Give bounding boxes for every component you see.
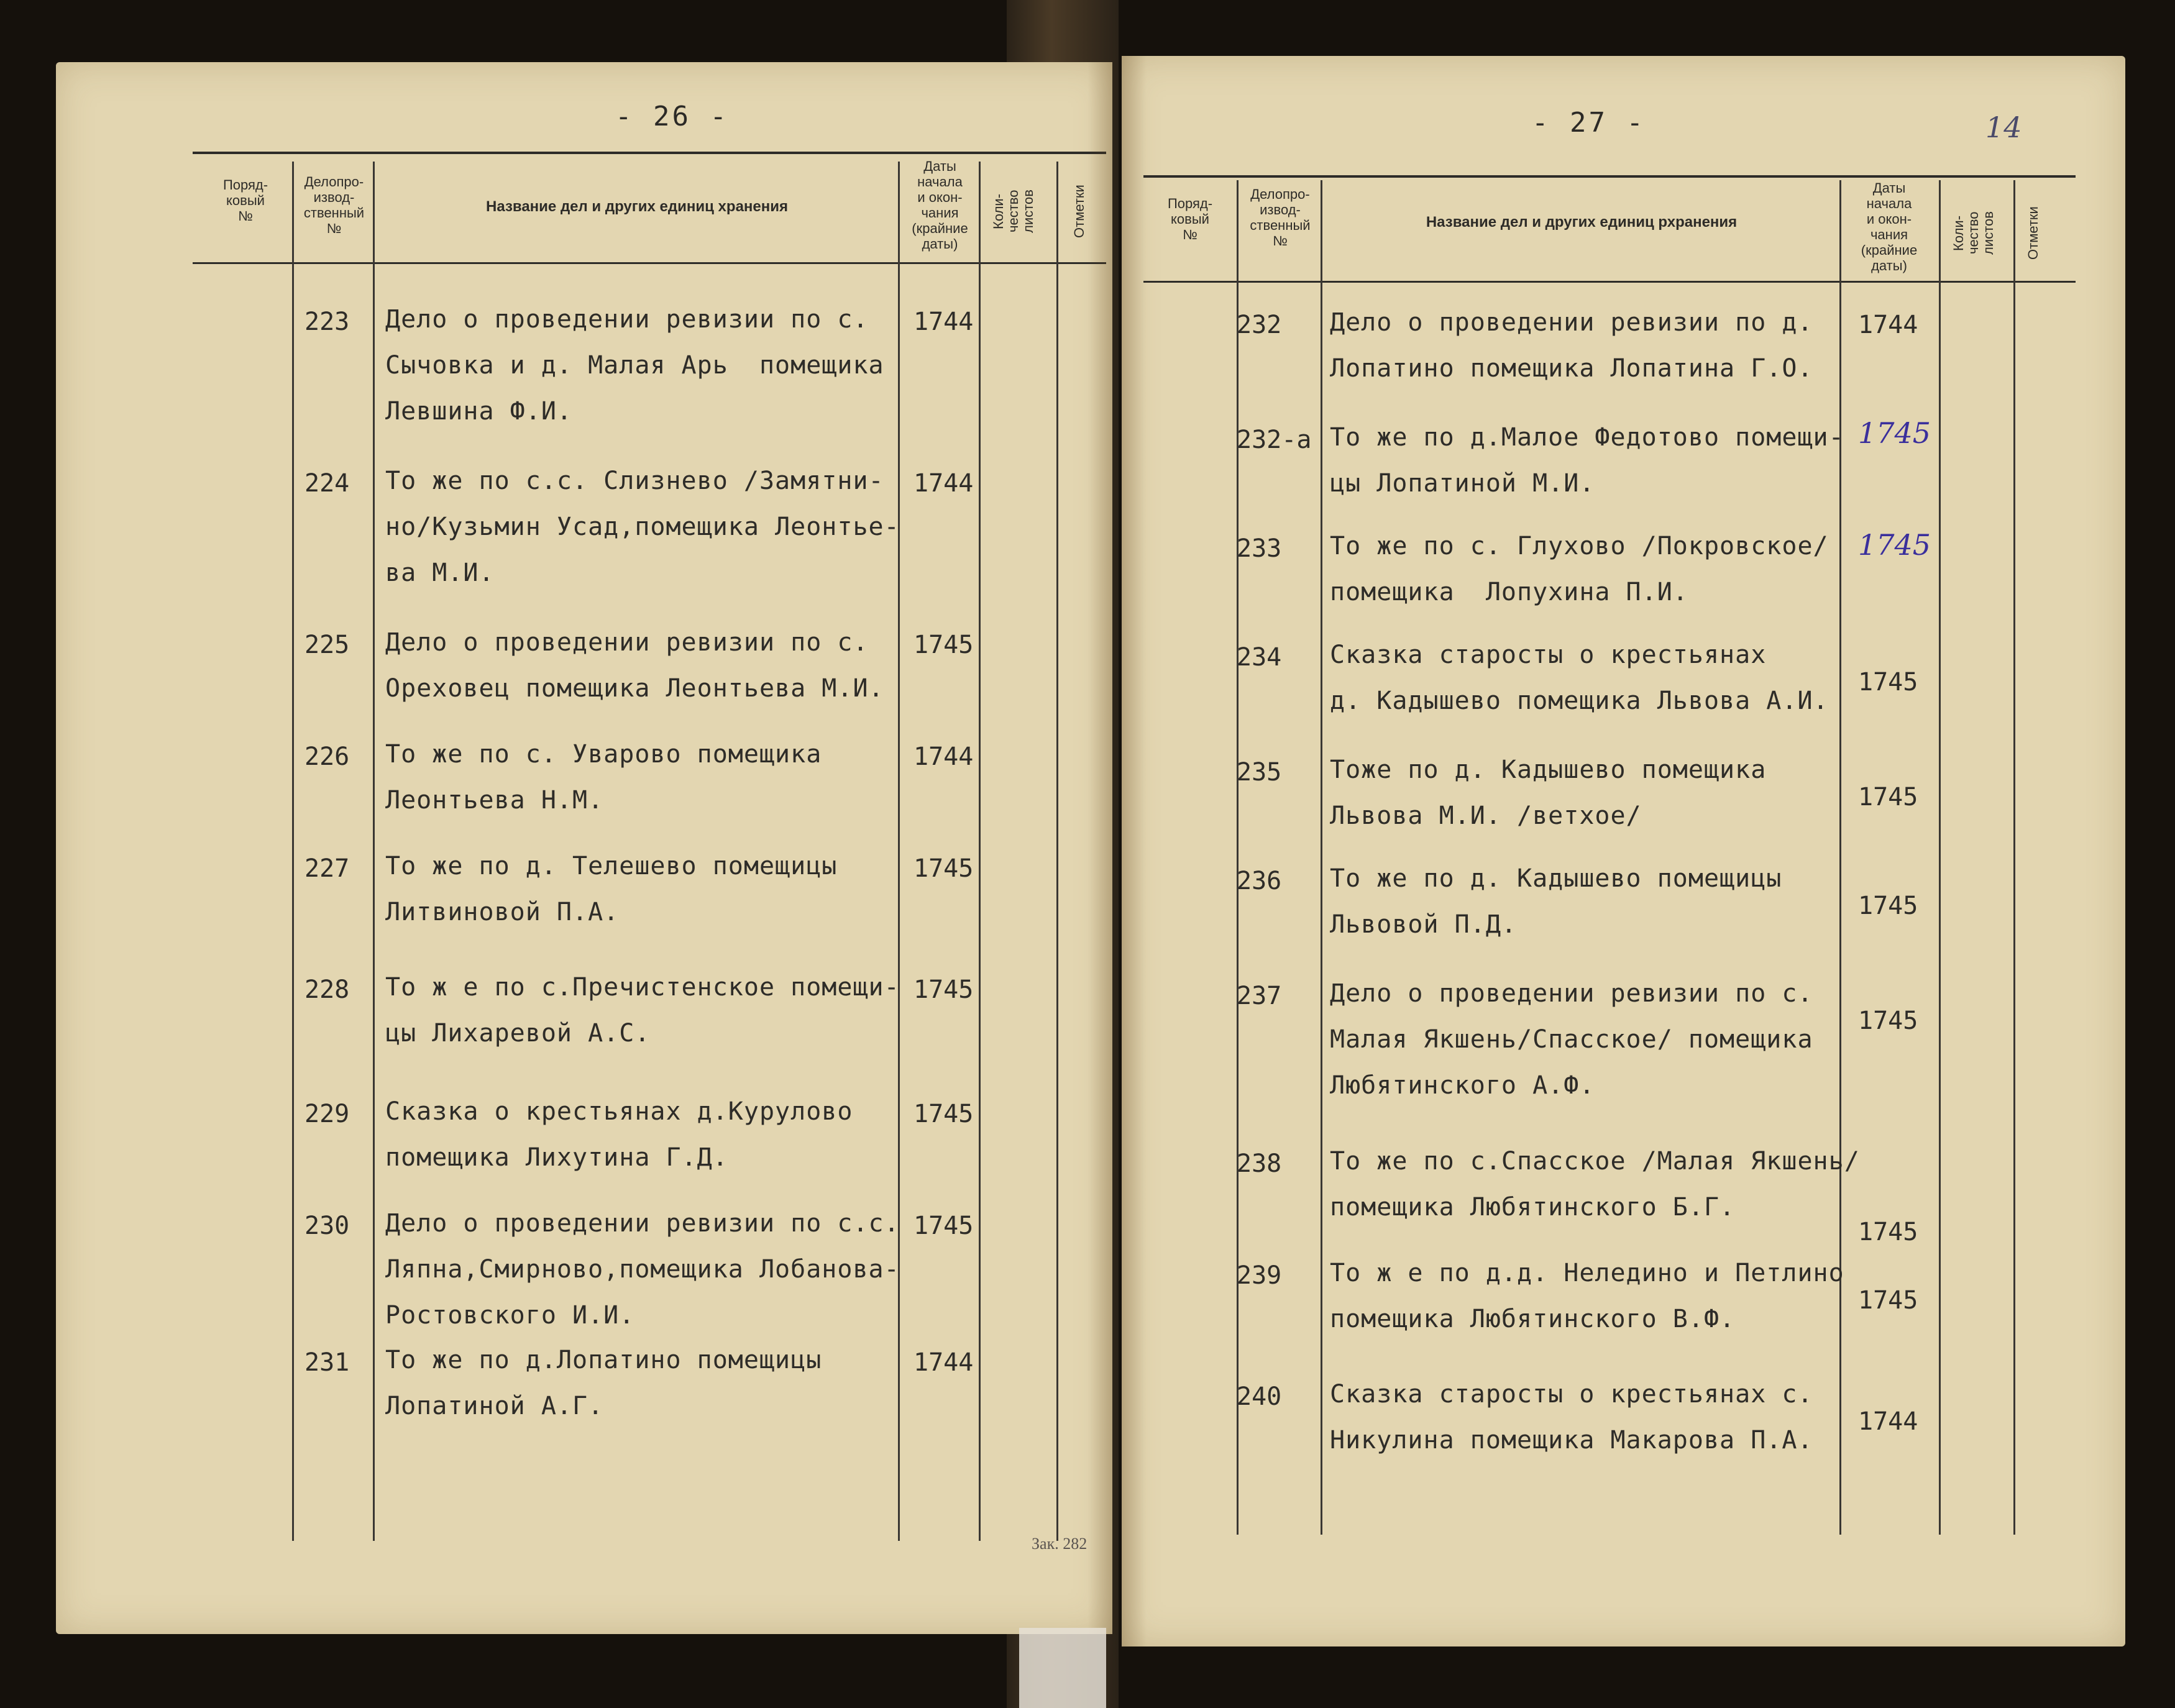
entry-title: Дело о проведении ревизии по с.с. Ляпна,Смирново,помещика Лобанова- Ростовского И.И. — [385, 1209, 900, 1330]
entry-title: То же по д. Кадышево помещицы Львовой П.Д. — [1330, 864, 1782, 939]
entry-number: 232 — [1237, 311, 1282, 339]
entry-title: То же по д.Лопатино помещицы Лопатиной А.Г. — [385, 1346, 822, 1420]
entry-date: 1745 — [1858, 528, 1931, 562]
entry-date: 1745 — [1858, 416, 1931, 450]
entry-date: 1744 — [1858, 311, 1918, 339]
entry-title: То же по д.Малое Федотово помещи- цы Лопатиной М.И. — [1330, 423, 1844, 498]
header-seq: Поряд- ковый № — [1167, 196, 1213, 242]
entry-number: 234 — [1237, 643, 1282, 672]
header-office: Делопро- извод- ственный № — [303, 174, 365, 236]
entry-number: 233 — [1237, 534, 1282, 563]
entry-title: Дело о проведении ревизии по с. Ореховец помещика Леонтьева М.И. — [385, 628, 884, 703]
entry-title: То же по с.Спасское /Малая Якшень/ помещика Любятинского Б.Г. — [1330, 1147, 1860, 1222]
entry-date: 1744 — [914, 469, 974, 498]
entry-number: 224 — [304, 469, 350, 498]
col-divider-2 — [373, 162, 375, 1541]
entry-title: Тоже по д. Кадышево помещика Львова М.И. /ветхое/ — [1330, 756, 1767, 830]
entry-title: Сказка старосты о крестьянах с. Никулина помещика Макарова П.А. — [1330, 1380, 1813, 1455]
entry-number: 230 — [304, 1212, 350, 1240]
entry-date: 1745 — [1858, 1007, 1918, 1035]
col-divider-1 — [292, 162, 294, 1541]
entry-number: 239 — [1237, 1261, 1282, 1290]
footer-order-note: Зак. 282 — [1032, 1535, 1088, 1553]
entry-date: 1745 — [914, 1100, 974, 1128]
header-sheets: Коли- чество листов — [991, 190, 1036, 233]
header-sheets: Коли- чество листов — [1951, 211, 1996, 255]
entry-number: 223 — [304, 308, 350, 336]
left-page — [56, 62, 1112, 1634]
entry-number: 228 — [304, 975, 350, 1004]
header-title: Название дел и других единиц хранения — [485, 198, 789, 215]
entry-number: 232-а — [1237, 426, 1312, 454]
entry-date: 1745 — [1858, 1286, 1918, 1315]
header-bottom-rule — [193, 262, 1106, 264]
entry-title: Сказка старосты о крестьянах д. Кадышево помещика Львова А.И. — [1330, 641, 1829, 715]
entry-date: 1745 — [1858, 892, 1918, 920]
entry-number: 231 — [304, 1348, 350, 1377]
entry-title: Дело о проведении ревизии по д. Лопатино помещика Лопатина Г.О. — [1330, 308, 1813, 383]
entry-number: 225 — [304, 631, 350, 659]
entry-title: То же по с.с. Слизнево /Замятни- но/Кузьмин Усад,помещика Леонтье- ва М.И. — [385, 467, 900, 587]
header-office: Делопро- извод- ственный № — [1250, 186, 1311, 249]
header-notes: Отметки — [2025, 206, 2041, 260]
entry-date: 1744 — [914, 742, 974, 771]
entry-title: Сказка о крестьянах д.Курулово помещика Лихутина Г.Д. — [385, 1097, 853, 1172]
entry-number: 235 — [1237, 758, 1282, 787]
entry-number: 236 — [1237, 867, 1282, 895]
entry-number: 227 — [304, 854, 350, 883]
entry-date: 1745 — [914, 1212, 974, 1240]
entry-date: 1745 — [914, 631, 974, 659]
corner-folio-note: 14 — [1985, 111, 2022, 144]
entry-title: То ж е по д.д. Неледино и Петлино помещика Любятинского В.Ф. — [1330, 1259, 1844, 1333]
entry-date: 1745 — [914, 975, 974, 1004]
entry-date: 1745 — [1858, 668, 1918, 696]
entry-date: 1745 — [914, 854, 974, 883]
col-divider-4 — [1939, 180, 1941, 1535]
entry-title: Дело о проведении ревизии по с. Сычовка и д. Малая Арь помещика Левшина Ф.И. — [385, 305, 884, 426]
page-number: - 26 - — [615, 101, 729, 132]
entry-number: 229 — [304, 1100, 350, 1128]
entry-date: 1744 — [914, 308, 974, 336]
entry-title: То же по с. Глухово /Покровское/ помещика Лопухина П.И. — [1330, 532, 1829, 606]
header-bottom-rule — [1143, 281, 2076, 283]
entry-number: 237 — [1237, 982, 1282, 1010]
col-divider-1 — [1237, 180, 1239, 1535]
entry-date: 1745 — [1858, 783, 1918, 811]
entry-date: 1744 — [914, 1348, 974, 1377]
entry-number: 238 — [1237, 1149, 1282, 1178]
header-rule — [1143, 175, 2076, 178]
header-seq: Поряд- ковый № — [222, 177, 268, 224]
right-page — [1122, 56, 2125, 1646]
entry-number: 226 — [304, 742, 350, 771]
entry-date: 1744 — [1858, 1407, 1918, 1436]
header-rule — [193, 152, 1106, 154]
page-number: - 27 - — [1532, 107, 1646, 139]
header-dates: Даты начала и окон- чания (крайние даты) — [1861, 180, 1918, 273]
col-divider-5 — [1056, 162, 1058, 1541]
binding-tape — [1019, 1628, 1106, 1708]
entry-title: То же по с. Уварово помещика Леонтьева Н.М. — [385, 740, 822, 815]
header-notes: Отметки — [1071, 185, 1087, 238]
entry-title: То же по д. Телешево помещицы Литвиновой П.А. — [385, 852, 838, 926]
entry-title: Дело о проведении ревизии по с. Малая Якшень/Спасское/ помещика Любятинского А.Ф. — [1330, 979, 1813, 1100]
entry-number: 240 — [1237, 1382, 1282, 1411]
col-divider-4 — [979, 162, 981, 1541]
entry-title: То ж е по с.Пречистенское помещи- цы Лихаревой А.С. — [385, 973, 900, 1048]
header-title: Название дел и других единиц рхранения — [1426, 214, 1738, 231]
col-divider-5 — [2013, 180, 2015, 1535]
entry-date: 1745 — [1858, 1218, 1918, 1246]
header-dates: Даты начала и окон- чания (крайние даты) — [912, 158, 968, 252]
col-divider-2 — [1321, 180, 1322, 1535]
